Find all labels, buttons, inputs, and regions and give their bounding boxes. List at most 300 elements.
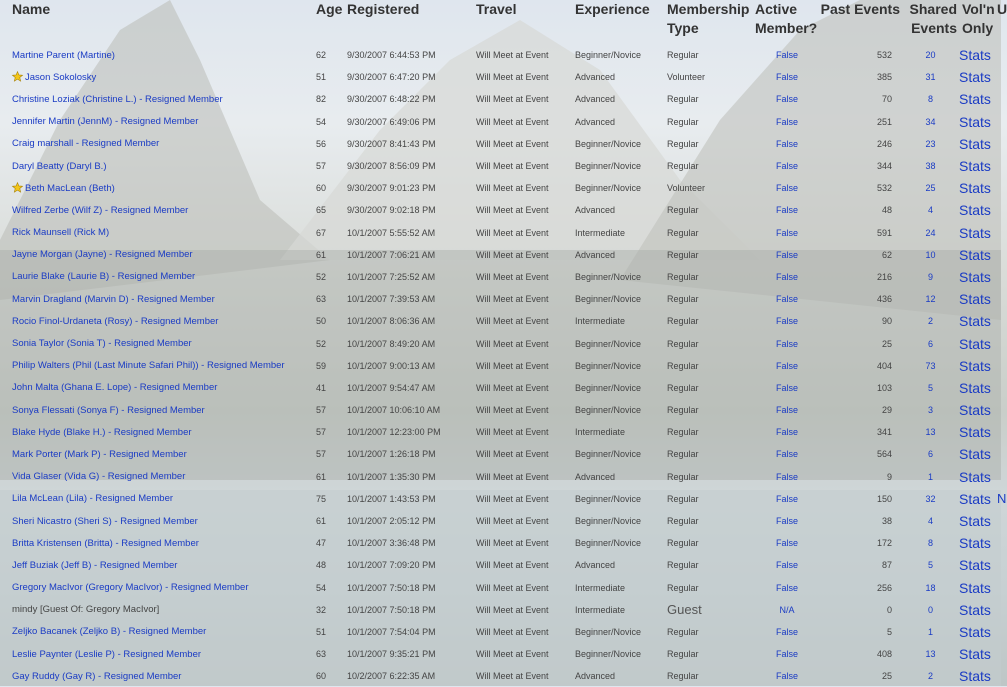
cell-membership-type: Regular bbox=[667, 493, 699, 504]
cell-experience: Intermediate bbox=[575, 227, 626, 238]
cell-stats bbox=[957, 466, 997, 488]
cell-age: 57 bbox=[316, 449, 327, 460]
cell-travel: Will Meet at Event bbox=[476, 471, 549, 482]
table-row bbox=[0, 177, 1003, 199]
cell-shared-events: 1 bbox=[927, 471, 933, 482]
cell-past-events: 62 bbox=[881, 249, 892, 260]
cell-membership-type: Regular bbox=[667, 94, 699, 105]
table-row bbox=[0, 466, 1003, 488]
member-name-link[interactable]: Christine Loziak (Christine L.) - Resigned Member bbox=[12, 93, 223, 105]
cell-age: 47 bbox=[316, 538, 327, 549]
cell-membership-type: Regular bbox=[667, 671, 699, 682]
cell-experience: Beginner/Novice bbox=[575, 50, 642, 61]
member-name-link[interactable]: Gregory MacIvor (Gregory MacIvor) - Resigned Member bbox=[12, 582, 249, 594]
stats-link[interactable]: Stats bbox=[959, 490, 991, 507]
cell-extra bbox=[997, 421, 1003, 443]
cell-active-member: False bbox=[775, 94, 798, 105]
cell-membership-type: Regular bbox=[667, 560, 699, 571]
cell-age: 63 bbox=[316, 649, 327, 660]
cell-name bbox=[0, 599, 316, 621]
cell-past-events: 532 bbox=[876, 183, 892, 194]
cell-registered: 10/1/2007 5:55:52 AM bbox=[347, 227, 436, 238]
cell-past-events: 564 bbox=[876, 449, 892, 460]
cell-extra bbox=[997, 532, 1003, 554]
cell-name bbox=[0, 155, 316, 177]
cell-name bbox=[0, 532, 316, 554]
cell-membership-type: Regular bbox=[667, 316, 699, 327]
cell-stats bbox=[957, 355, 997, 377]
header-active-member[interactable]: Active Member? bbox=[755, 1, 818, 36]
cell-past-events: 48 bbox=[881, 205, 892, 216]
cell-shared-events: 10 bbox=[925, 249, 936, 260]
cell-membership-type: Regular bbox=[667, 50, 699, 61]
cell-registered: 9/30/2007 6:44:53 PM bbox=[347, 50, 436, 61]
cell-experience: Beginner/Novice bbox=[575, 516, 642, 527]
cell-stats bbox=[957, 155, 997, 177]
stats-link[interactable]: Stats bbox=[959, 557, 991, 574]
cell-travel: Will Meet at Event bbox=[476, 449, 549, 460]
cell-shared-events: 8 bbox=[927, 538, 933, 549]
header-travel[interactable]: Travel bbox=[476, 1, 517, 17]
stats-link[interactable]: Stats bbox=[959, 158, 991, 175]
member-name-link[interactable]: Britta Kristensen (Britta) - Resigned Member bbox=[12, 537, 199, 549]
stats-link[interactable]: Stats bbox=[959, 47, 991, 64]
cell-extra bbox=[997, 266, 1003, 288]
cell-extra bbox=[997, 577, 1003, 599]
cell-registered: 10/1/2007 8:06:36 AM bbox=[347, 316, 436, 327]
cell-age: 50 bbox=[316, 316, 327, 327]
cell-stats bbox=[957, 88, 997, 110]
cell-stats bbox=[957, 488, 997, 510]
member-name-link[interactable]: Sonya Flessati (Sonya F) - Resigned Member bbox=[12, 404, 205, 416]
cell-stats bbox=[957, 44, 997, 66]
header-shared-events[interactable]: Shared Events bbox=[909, 1, 957, 36]
member-name-link[interactable]: Blake Hyde (Blake H.) - Resigned Member bbox=[12, 426, 192, 438]
cell-experience: Beginner/Novice bbox=[575, 449, 642, 460]
cell-registered: 10/1/2007 7:39:53 AM bbox=[347, 294, 436, 305]
cell-travel: Will Meet at Event bbox=[476, 382, 549, 393]
cell-name bbox=[0, 44, 316, 66]
cell-registered: 10/1/2007 2:05:12 PM bbox=[347, 516, 436, 527]
cell-shared-events: 2 bbox=[927, 671, 933, 682]
cell-travel: Will Meet at Event bbox=[476, 227, 549, 238]
cell-age: 75 bbox=[316, 493, 327, 504]
cell-age: 60 bbox=[316, 183, 327, 194]
cell-membership-type: Regular bbox=[667, 338, 699, 349]
cell-registered: 10/1/2007 7:50:18 PM bbox=[347, 582, 436, 593]
cell-stats bbox=[957, 111, 997, 133]
cell-extra bbox=[997, 377, 1003, 399]
cell-experience: Advanced bbox=[575, 116, 616, 127]
cell-extra bbox=[997, 111, 1003, 133]
member-name-link[interactable]: Jason Sokolosky bbox=[25, 71, 97, 83]
cell-shared-events: 4 bbox=[927, 516, 933, 527]
cell-travel: Will Meet at Event bbox=[476, 582, 549, 593]
cell-registered: 9/30/2007 8:56:09 PM bbox=[347, 161, 436, 172]
stats-link[interactable]: Stats bbox=[959, 268, 991, 285]
member-name-link[interactable]: Philip Walters (Phil (Last Minute Safari Phil)) - Resigned Member bbox=[12, 360, 285, 372]
cell-active-member: False bbox=[775, 50, 798, 61]
cell-active-member: False bbox=[775, 538, 798, 549]
stats-link[interactable]: Stats bbox=[959, 513, 991, 530]
cell-travel: Will Meet at Event bbox=[476, 94, 549, 105]
cell-experience: Advanced bbox=[575, 94, 616, 105]
stats-link[interactable]: Stats bbox=[959, 601, 991, 618]
cell-travel: Will Meet at Event bbox=[476, 560, 549, 571]
member-name-link[interactable]: Marvin Dragland (Marvin D) - Resigned Member bbox=[12, 293, 215, 305]
cell-past-events: 5 bbox=[886, 626, 892, 637]
cell-registered: 9/30/2007 6:47:20 PM bbox=[347, 72, 436, 83]
cell-travel: Will Meet at Event bbox=[476, 538, 549, 549]
stats-link[interactable]: Stats bbox=[959, 135, 991, 152]
cell-extra bbox=[997, 222, 1003, 244]
cell-name bbox=[0, 554, 316, 576]
cell-travel: Will Meet at Event bbox=[476, 50, 549, 61]
member-name-link[interactable]: Sonia Taylor (Sonia T) - Resigned Member bbox=[12, 338, 192, 350]
cell-name bbox=[0, 244, 316, 266]
cell-registered: 10/1/2007 12:23:00 PM bbox=[347, 427, 441, 438]
cell-extra bbox=[997, 155, 1003, 177]
stats-link[interactable]: Stats bbox=[959, 335, 991, 352]
stats-link[interactable]: Stats bbox=[959, 69, 991, 86]
table-row bbox=[0, 133, 1003, 155]
cell-experience: Beginner/Novice bbox=[575, 626, 642, 637]
cell-name bbox=[0, 510, 316, 532]
header-experience[interactable]: Experience bbox=[575, 1, 650, 17]
table-row bbox=[0, 599, 1003, 621]
cell-name bbox=[0, 421, 316, 443]
cell-active-member: False bbox=[775, 360, 798, 371]
cell-travel: Will Meet at Event bbox=[476, 316, 549, 327]
cell-age: 51 bbox=[316, 626, 327, 637]
cell-shared-events: 34 bbox=[925, 116, 936, 127]
cell-registered: 10/1/2007 9:00:13 AM bbox=[347, 360, 436, 371]
cell-experience: Beginner/Novice bbox=[575, 493, 642, 504]
cell-extra bbox=[997, 244, 1003, 266]
cell-extra bbox=[997, 621, 1003, 643]
table-row bbox=[0, 222, 1003, 244]
table-header-row bbox=[0, 0, 1003, 44]
cell-shared-events: 73 bbox=[925, 360, 936, 371]
star-icon bbox=[12, 71, 23, 84]
member-name-link[interactable]: Daryl Beatty (Daryl B.) bbox=[12, 160, 107, 172]
cell-name bbox=[0, 443, 316, 465]
cell-extra bbox=[997, 443, 1003, 465]
cell-age: 52 bbox=[316, 271, 327, 282]
cell-shared-events: 6 bbox=[927, 449, 933, 460]
cell-age: 56 bbox=[316, 138, 327, 149]
cell-stats bbox=[957, 332, 997, 354]
cell-shared-events: 23 bbox=[925, 138, 936, 149]
cell-name bbox=[0, 222, 316, 244]
cell-experience: Beginner/Novice bbox=[575, 338, 642, 349]
cell-active-member: False bbox=[775, 271, 798, 282]
cell-active-member: False bbox=[775, 382, 798, 393]
table-row bbox=[0, 577, 1003, 599]
table-row bbox=[0, 443, 1003, 465]
cell-name bbox=[0, 355, 316, 377]
cell-extra bbox=[997, 44, 1003, 66]
stats-link[interactable]: Stats bbox=[959, 202, 991, 219]
cell-name bbox=[0, 399, 316, 421]
cell-active-member: False bbox=[775, 338, 798, 349]
cell-membership-type: Volunteer bbox=[667, 183, 706, 194]
stats-link[interactable]: Stats bbox=[959, 357, 991, 374]
cell-membership-type: Regular bbox=[667, 538, 699, 549]
cell-extra bbox=[997, 466, 1003, 488]
table-row bbox=[0, 66, 1003, 88]
stats-link[interactable]: Stats bbox=[959, 402, 991, 419]
stats-link[interactable]: Stats bbox=[959, 91, 991, 108]
table-row bbox=[0, 332, 1003, 354]
member-name-link[interactable]: Zeljko Bacanek (Zeljko B) - Resigned Member bbox=[12, 626, 207, 638]
cell-name bbox=[0, 66, 316, 88]
stats-link[interactable]: Stats bbox=[959, 291, 991, 308]
cell-stats bbox=[957, 643, 997, 665]
cell-membership-type: Regular bbox=[667, 205, 699, 216]
cell-stats bbox=[957, 222, 997, 244]
stats-link[interactable]: Stats bbox=[959, 668, 991, 685]
cell-past-events: 103 bbox=[876, 382, 892, 393]
cell-past-events: 532 bbox=[876, 50, 892, 61]
cell-membership-type: Regular bbox=[667, 405, 699, 416]
cell-past-events: 216 bbox=[876, 271, 892, 282]
cell-membership-type: Regular bbox=[667, 360, 699, 371]
cell-shared-events: 31 bbox=[925, 72, 936, 83]
stats-link[interactable]: Stats bbox=[959, 468, 991, 485]
cell-shared-events: 38 bbox=[925, 161, 936, 172]
header-membership-type[interactable]: Membership Type bbox=[667, 1, 750, 36]
member-name-link[interactable]: Jeff Buziak (Jeff B) - Resigned Member bbox=[12, 559, 178, 571]
cell-stats bbox=[957, 621, 997, 643]
cell-active-member: False bbox=[775, 671, 798, 682]
cell-experience: Beginner/Novice bbox=[575, 538, 642, 549]
cell-travel: Will Meet at Event bbox=[476, 626, 549, 637]
cell-travel: Will Meet at Event bbox=[476, 604, 549, 615]
cell-shared-events: 12 bbox=[925, 294, 936, 305]
cell-past-events: 436 bbox=[876, 294, 892, 305]
cell-shared-events: 9 bbox=[927, 271, 933, 282]
member-name-link[interactable]: Beth MacLean (Beth) bbox=[25, 182, 115, 194]
cell-stats bbox=[957, 421, 997, 443]
cell-registered: 10/1/2007 1:26:18 PM bbox=[347, 449, 436, 460]
member-name-link[interactable]: Wilfred Zerbe (Wilf Z) - Resigned Member bbox=[12, 204, 189, 216]
member-name-link[interactable]: Sheri Nicastro (Sheri S) - Resigned Member bbox=[12, 515, 198, 527]
table-row bbox=[0, 488, 1003, 510]
cell-extra bbox=[997, 133, 1003, 155]
cell-past-events: 385 bbox=[876, 72, 892, 83]
cell-extra bbox=[997, 88, 1003, 110]
cell-name bbox=[0, 177, 316, 199]
cell-membership-type: Regular bbox=[667, 138, 699, 149]
cell-active-member: False bbox=[775, 249, 798, 260]
cell-stats bbox=[957, 199, 997, 221]
table-row bbox=[0, 88, 1003, 110]
cell-past-events: 246 bbox=[876, 138, 892, 149]
cell-registered: 10/1/2007 9:35:21 PM bbox=[347, 649, 436, 660]
cell-past-events: 251 bbox=[876, 116, 892, 127]
member-name-link[interactable]: Rick Maunsell (Rick M) bbox=[12, 227, 110, 239]
cell-active-member: False bbox=[775, 161, 798, 172]
cell-age: 54 bbox=[316, 582, 327, 593]
cell-name bbox=[0, 643, 316, 665]
cell-active-member: False bbox=[775, 316, 798, 327]
cell-experience: Intermediate bbox=[575, 316, 626, 327]
star-icon bbox=[12, 182, 23, 195]
stats-link[interactable]: Stats bbox=[959, 535, 991, 552]
cell-experience: Intermediate bbox=[575, 604, 626, 615]
cell-membership-type: Regular bbox=[667, 294, 699, 305]
cell-name bbox=[0, 199, 316, 221]
cell-name bbox=[0, 665, 316, 687]
cell-membership-type: Regular bbox=[667, 516, 699, 527]
cell-registered: 10/1/2007 8:49:20 AM bbox=[347, 338, 436, 349]
stats-link[interactable]: Stats bbox=[959, 113, 991, 130]
cell-active-member: N/A bbox=[779, 604, 795, 615]
cell-past-events: 87 bbox=[881, 560, 892, 571]
stats-link[interactable]: Stats bbox=[959, 623, 991, 640]
table-row bbox=[0, 288, 1003, 310]
cell-registered: 10/1/2007 7:50:18 PM bbox=[347, 604, 436, 615]
stats-link[interactable]: Stats bbox=[959, 313, 991, 330]
header-past-events[interactable]: Past Events bbox=[820, 1, 900, 17]
cell-active-member: False bbox=[775, 626, 798, 637]
cell-past-events: 150 bbox=[876, 493, 892, 504]
cell-name bbox=[0, 488, 316, 510]
cell-travel: Will Meet at Event bbox=[476, 671, 549, 682]
cell-name bbox=[0, 133, 316, 155]
cell-travel: Will Meet at Event bbox=[476, 405, 549, 416]
cell-stats bbox=[957, 665, 997, 687]
cell-past-events: 29 bbox=[881, 405, 892, 416]
cell-age: 52 bbox=[316, 338, 327, 349]
cell-extra bbox=[997, 288, 1003, 310]
cell-stats bbox=[957, 288, 997, 310]
cell-past-events: 0 bbox=[886, 604, 892, 615]
cell-stats bbox=[957, 244, 997, 266]
cell-membership-type: Regular bbox=[667, 649, 699, 660]
cell-extra bbox=[997, 665, 1003, 687]
cell-extra bbox=[997, 554, 1003, 576]
stats-link[interactable]: Stats bbox=[959, 646, 991, 663]
member-name-link[interactable]: Gay Ruddy (Gay R) - Resigned Member bbox=[12, 670, 182, 682]
cell-shared-events: 1 bbox=[927, 626, 933, 637]
cell-travel: Will Meet at Event bbox=[476, 649, 549, 660]
member-name-link[interactable]: John Malta (Ghana E. Lope) - Resigned Member bbox=[12, 382, 218, 394]
cell-age: 57 bbox=[316, 405, 327, 416]
header-extra: U bbox=[997, 1, 1007, 17]
header-name[interactable]: Name bbox=[12, 1, 51, 17]
cell-age: 61 bbox=[316, 249, 327, 260]
stats-link[interactable]: Stats bbox=[959, 424, 991, 441]
cell-membership-type: Volunteer bbox=[667, 72, 706, 83]
cell-name bbox=[0, 88, 316, 110]
cell-past-events: 172 bbox=[876, 538, 892, 549]
cell-experience: Beginner/Novice bbox=[575, 405, 642, 416]
cell-membership-type: Regular bbox=[667, 449, 699, 460]
header-registered[interactable]: Registered bbox=[347, 1, 420, 17]
member-name-link[interactable]: Rocio Finol-Urdaneta (Rosy) - Resigned Member bbox=[12, 315, 219, 327]
cell-registered: 10/1/2007 3:36:48 PM bbox=[347, 538, 436, 549]
stats-link[interactable]: Stats bbox=[959, 579, 991, 596]
cell-extra bbox=[997, 332, 1003, 354]
stats-link[interactable]: Stats bbox=[959, 446, 991, 463]
cell-age: 61 bbox=[316, 471, 327, 482]
cell-age: 57 bbox=[316, 161, 327, 172]
cell-shared-events: 13 bbox=[925, 649, 936, 660]
cell-registered: 10/1/2007 1:35:30 PM bbox=[347, 471, 436, 482]
cell-shared-events: 2 bbox=[927, 316, 933, 327]
table-row bbox=[0, 155, 1003, 177]
cell-extra: N bbox=[997, 491, 1007, 507]
cell-stats bbox=[957, 377, 997, 399]
cell-shared-events: 25 bbox=[925, 183, 936, 194]
stats-link[interactable]: Stats bbox=[959, 224, 991, 241]
cell-active-member: False bbox=[775, 72, 798, 83]
member-name-link[interactable]: Jayne Morgan (Jayne) - Resigned Member bbox=[12, 249, 193, 261]
cell-travel: Will Meet at Event bbox=[476, 138, 549, 149]
cell-shared-events: 3 bbox=[927, 405, 933, 416]
member-name-link[interactable]: Leslie Paynter (Leslie P) - Resigned Member bbox=[12, 648, 202, 660]
cell-shared-events: 8 bbox=[927, 94, 933, 105]
cell-active-member: False bbox=[775, 649, 798, 660]
cell-travel: Will Meet at Event bbox=[476, 116, 549, 127]
table-row bbox=[0, 510, 1003, 532]
cell-age: 65 bbox=[316, 205, 327, 216]
cell-travel: Will Meet at Event bbox=[476, 427, 549, 438]
header-age[interactable]: Age bbox=[316, 1, 343, 17]
cell-registered: 10/1/2007 9:54:47 AM bbox=[347, 382, 436, 393]
stats-link[interactable]: Stats bbox=[959, 180, 991, 197]
cell-experience: Advanced bbox=[575, 72, 616, 83]
cell-shared-events: 13 bbox=[925, 427, 936, 438]
member-name-link[interactable]: Craig marshall - Resigned Member bbox=[12, 138, 160, 150]
stats-link[interactable]: Stats bbox=[959, 246, 991, 263]
cell-stats bbox=[957, 599, 997, 621]
cell-experience: Beginner/Novice bbox=[575, 294, 642, 305]
cell-experience: Beginner/Novice bbox=[575, 183, 642, 194]
cell-stats bbox=[957, 554, 997, 576]
cell-stats bbox=[957, 266, 997, 288]
cell-past-events: 25 bbox=[881, 338, 892, 349]
cell-active-member: False bbox=[775, 183, 798, 194]
cell-name bbox=[0, 466, 316, 488]
cell-registered: 10/1/2007 7:25:52 AM bbox=[347, 271, 436, 282]
stats-link[interactable]: Stats bbox=[959, 379, 991, 396]
cell-travel: Will Meet at Event bbox=[476, 493, 549, 504]
cell-travel: Will Meet at Event bbox=[476, 360, 549, 371]
cell-age: 32 bbox=[316, 604, 327, 615]
cell-shared-events: 5 bbox=[927, 382, 933, 393]
cell-extra bbox=[997, 355, 1003, 377]
header-voln-only[interactable]: Vol'n Only bbox=[962, 1, 995, 36]
cell-stats bbox=[957, 310, 997, 332]
member-name-link[interactable]: Mark Porter (Mark P) - Resigned Member bbox=[12, 448, 187, 460]
member-name-link[interactable]: Vida Glaser (Vida G) - Resigned Member bbox=[12, 471, 186, 483]
member-name-link[interactable]: Martine Parent (Martine) bbox=[12, 49, 115, 61]
cell-name bbox=[0, 310, 316, 332]
table-row bbox=[0, 111, 1003, 133]
cell-membership-type: Regular bbox=[667, 249, 699, 260]
member-name-link[interactable]: Jennifer Martin (JennM) - Resigned Member bbox=[12, 116, 199, 128]
cell-active-member: False bbox=[775, 560, 798, 571]
member-name-link[interactable]: Lila McLean (Lila) - Resigned Member bbox=[12, 493, 174, 505]
member-name-link[interactable]: Laurie Blake (Laurie B) - Resigned Member bbox=[12, 271, 196, 283]
cell-travel: Will Meet at Event bbox=[476, 249, 549, 260]
cell-experience: Beginner/Novice bbox=[575, 161, 642, 172]
cell-experience: Advanced bbox=[575, 205, 616, 216]
cell-active-member: False bbox=[775, 493, 798, 504]
